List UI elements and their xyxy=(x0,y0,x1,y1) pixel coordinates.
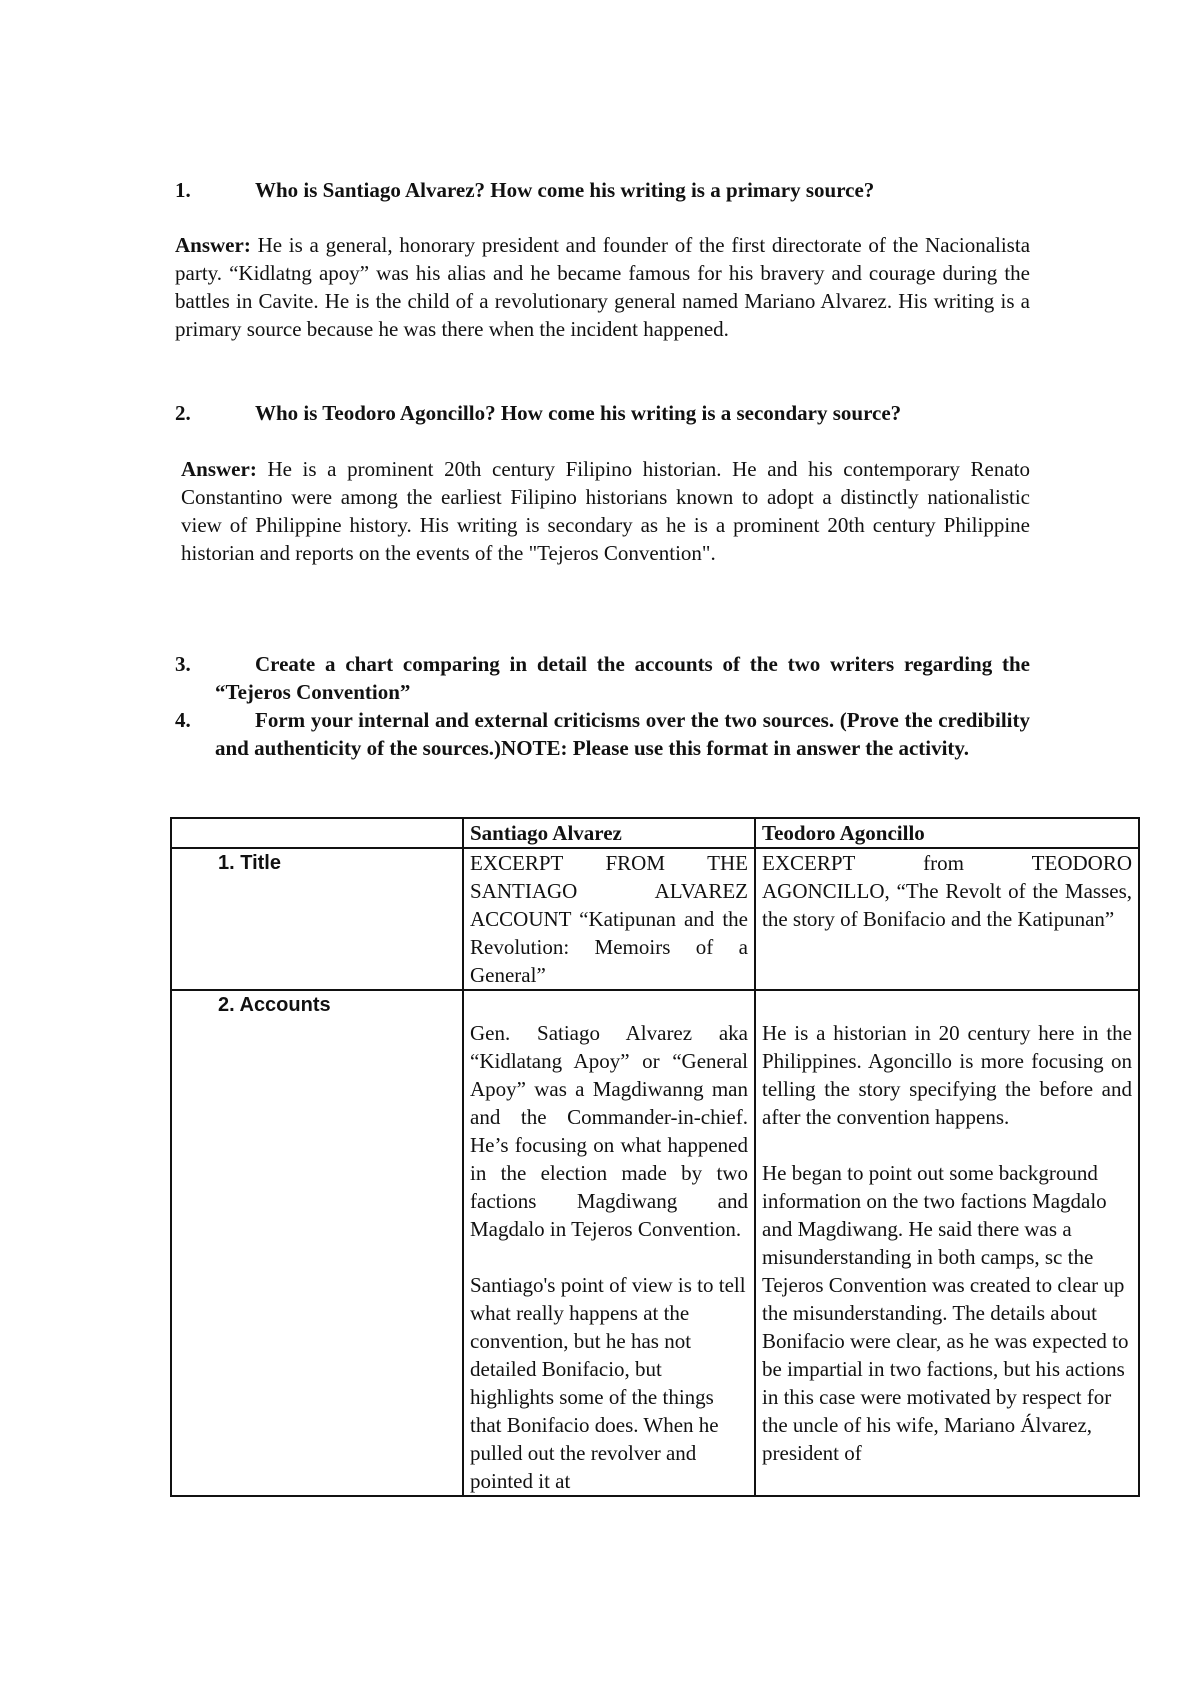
answer-label: Answer: xyxy=(181,457,257,481)
answer-1 xyxy=(175,231,1030,343)
question-number: 4. xyxy=(175,708,191,732)
cell-paragraph: EXCERPT from TEODORO AGONCILLO, “The Revolt of the Masses, the story of Bonifacio and the Katipunan” xyxy=(762,851,1132,931)
row-label: 2. Accounts xyxy=(218,994,331,1016)
cell-paragraph: Santiago's point of view is to tell what really happens at the convention, but he has not detailed Bonifacio, but highlights some of the things that Bonifacio does. When he pulled out the revolver and pointed it at xyxy=(470,1273,746,1493)
answer-label: Answer: xyxy=(175,233,251,257)
question-number: 2. xyxy=(175,401,191,425)
alvarez-cell xyxy=(463,848,755,990)
answer-text: He is a general, honorary president and founder of the first directorate of the Nacionalista party. “Kidlatng apoy” was his alias and he became famous for his bravery and courage during the battles in Cavite. He is the child of a revolutionary general named Mariano Alvarez. His writing is a primary source because he was there when the incident happened. xyxy=(175,233,1031,341)
question-text: Who is Teodoro Agoncillo? How come his writing is a secondary source? xyxy=(255,401,902,425)
cell-paragraph: He is a historian in 20 century here in the Philippines. Agoncillo is more focusing on telling the story specifying the before and after the convention happens. xyxy=(762,1021,1132,1129)
row-label-cell xyxy=(171,848,463,990)
question-3 xyxy=(175,650,1030,706)
agoncillo-cell xyxy=(755,990,1139,1496)
table-header-cell xyxy=(171,818,463,848)
table-header-cell: Teodoro Agoncillo xyxy=(755,818,1139,848)
question-number: 3. xyxy=(175,652,191,676)
question-number: 1. xyxy=(175,178,191,202)
alvarez-cell xyxy=(463,990,755,1496)
agoncillo-cell xyxy=(755,848,1139,990)
answer-text: He is a prominent 20th century Filipino historian. He and his contemporary Renato Constantino were among the earliest Filipino historians known to adopt a distinctly nationalistic view of Philippine history. His writing is secondary as he is a prominent 20th century Philippine historian and reports on the events of the "Tejeros Convention". xyxy=(181,457,1031,565)
row-label: 1. Title xyxy=(218,852,281,874)
question-1 xyxy=(175,176,1030,204)
answer-2 xyxy=(181,455,1030,567)
question-2 xyxy=(175,399,1030,427)
row-label-cell xyxy=(171,990,463,1496)
cell-paragraph: He began to point out some background information on the two factions Magdalo and Magdiwang. He said there was a misunderstanding in both camps, sc the Tejeros Convention was created to clear up the misunderstanding. The details about Bonifacio were clear, as he was expected to be impartial in two factions, but his actions in this case were motivated by respect for the uncle of his wife, Mariano Álvarez, president of xyxy=(762,1161,1129,1465)
question-4 xyxy=(175,706,1030,762)
cell-paragraph: EXCERPT FROM THE SANTIAGO ALVAREZ ACCOUNT “Katipunan and the Revolution: Memoirs of a General” xyxy=(470,851,748,987)
table-row xyxy=(171,848,1139,990)
comparison-table xyxy=(170,817,1140,1497)
cell-paragraph: Gen. Satiago Alvarez aka “Kidlatang Apoy” or “General Apoy” was a Magdiwanng man and the Commander-in-chief. He’s focusing on what happened in the election made by two factions Magdiwang and Magdalo in Tejeros Convention. xyxy=(470,1021,748,1241)
question-text: Create a chart comparing in detail the accounts of the two writers regarding the “Tejeros Convention” xyxy=(215,652,1030,704)
table-header-row xyxy=(171,818,1139,848)
question-text: Who is Santiago Alvarez? How come his writing is a primary source? xyxy=(255,178,875,202)
question-text: Form your internal and external criticisms over the two sources. (Prove the credibility and authenticity of the sources.)NOTE: Please use this format in answer the activity. xyxy=(215,708,1030,760)
table-header-cell: Santiago Alvarez xyxy=(463,818,755,848)
table-row xyxy=(171,990,1139,1496)
